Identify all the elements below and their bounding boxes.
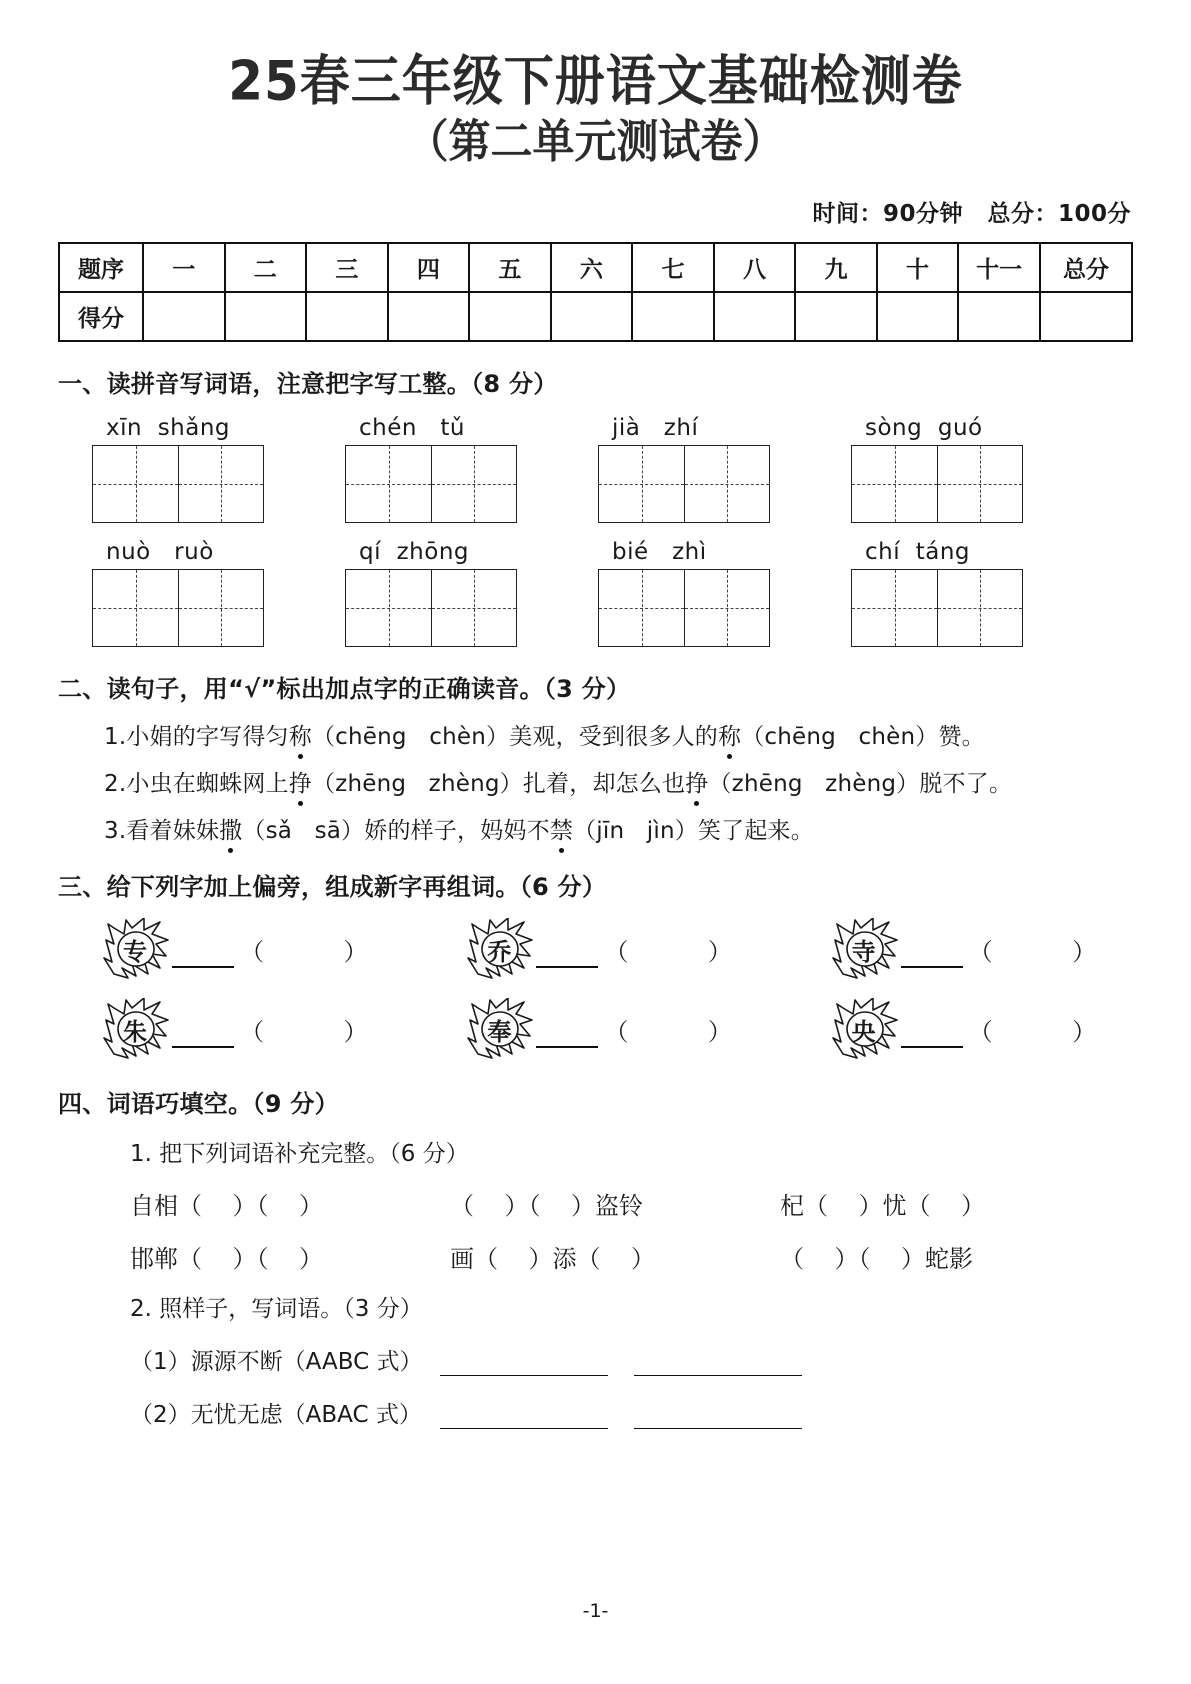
score-cell-8[interactable] — [714, 292, 796, 341]
pinyin-item-5 — [92, 539, 345, 647]
dotted-char[interactable]: 称 — [718, 723, 742, 750]
dotted-char[interactable]: 挣 — [685, 770, 709, 797]
col-header-11: 十一 — [958, 243, 1040, 292]
tianzige-cell[interactable] — [431, 570, 516, 646]
tianzige-grid[interactable] — [345, 445, 517, 523]
example-row-2 — [130, 1396, 1191, 1429]
tianzige-cell[interactable] — [599, 446, 684, 522]
idiom-item[interactable]: 画（ ）添（ ） — [450, 1244, 656, 1273]
sentence-part: （zhēng zhèng）扎着，却怎么也 — [311, 770, 686, 797]
idiom-row-2 — [130, 1239, 1191, 1274]
tianzige-cell[interactable] — [852, 446, 937, 522]
sentence-item-1 — [104, 718, 1191, 751]
section-4-sub-2: 2. 照样子，写词语。（3 分） — [130, 1295, 423, 1322]
radical-item-2 — [462, 918, 826, 982]
radical-item-4 — [98, 998, 462, 1062]
pinyin-item-6 — [345, 539, 598, 647]
row-header-score: 得分 — [59, 292, 143, 341]
pinyin-item-4 — [851, 415, 1104, 523]
tianzige-grid[interactable] — [345, 569, 517, 647]
new-char-blank[interactable] — [536, 946, 598, 968]
pinyin-item-3 — [598, 415, 851, 523]
sentence-part: 小娟的字写得匀 — [126, 723, 289, 750]
score-cell-1[interactable] — [143, 292, 225, 341]
sunburst-icon — [827, 918, 901, 982]
pinyin-text: chén tǔ — [359, 414, 465, 441]
pinyin-text: xīn shǎng — [106, 414, 231, 441]
sunburst-icon — [462, 998, 536, 1062]
sentence-part: 小虫在蜘蛛网上 — [126, 770, 289, 797]
section-3-heading: 三、给下列字加上偏旁，组成新字再组词。（6 分） — [58, 872, 607, 901]
sunburst-icon — [462, 918, 536, 982]
tianzige-cell[interactable] — [346, 570, 431, 646]
answer-blank[interactable] — [634, 1353, 802, 1376]
tianzige-cell[interactable] — [178, 446, 263, 522]
score-cell-6[interactable] — [551, 292, 633, 341]
tianzige-cell[interactable] — [937, 446, 1022, 522]
section-4-heading: 四、词语巧填空。（9 分） — [58, 1089, 339, 1118]
word-paren[interactable]: （ ） — [240, 938, 368, 966]
tianzige-cell[interactable] — [431, 446, 516, 522]
tianzige-grid[interactable] — [92, 569, 264, 647]
example-row-1 — [130, 1343, 1191, 1376]
pinyin-item-1 — [92, 415, 345, 523]
radical-row-2 — [0, 998, 1191, 1062]
radical-base-char: 乔 — [487, 938, 512, 966]
sentence-number: 2. — [104, 770, 127, 797]
table-row-question-numbers — [59, 243, 1132, 292]
radical-item-6 — [827, 998, 1191, 1062]
sentence-item-2 — [104, 765, 1191, 798]
tianzige-grid[interactable] — [92, 445, 264, 523]
score-cell-10[interactable] — [877, 292, 959, 341]
exam-meta — [0, 195, 1191, 228]
score-table — [58, 242, 1133, 342]
answer-blank[interactable] — [440, 1406, 608, 1429]
sentence-part: （chēng chèn）美观，受到很多人的 — [311, 723, 719, 750]
tianzige-cell[interactable] — [346, 446, 431, 522]
radical-row-1 — [0, 918, 1191, 982]
tianzige-cell[interactable] — [937, 570, 1022, 646]
tianzige-cell[interactable] — [178, 570, 263, 646]
answer-blank[interactable] — [440, 1353, 608, 1376]
sentence-part: （jīn jìn）笑了起来。 — [573, 817, 814, 844]
tianzige-grid[interactable] — [598, 445, 770, 523]
idiom-item[interactable]: （ ）（ ）蛇影 — [780, 1244, 974, 1273]
radical-base-char: 奉 — [487, 1018, 512, 1046]
radical-base-char: 朱 — [123, 1018, 147, 1046]
tianzige-cell[interactable] — [684, 570, 769, 646]
new-char-blank[interactable] — [901, 946, 963, 968]
radical-base-char: 专 — [123, 938, 147, 966]
pinyin-text: chí táng — [865, 538, 971, 565]
sentence-part: （zhēng zhèng）脱不了。 — [708, 770, 1013, 797]
page-number: -1- — [582, 1600, 609, 1622]
exam-time: 时间：90分钟 — [812, 200, 963, 227]
word-paren[interactable]: （ ） — [240, 1018, 368, 1046]
pinyin-text: bié zhì — [612, 538, 707, 565]
pinyin-item-2 — [345, 415, 598, 523]
tianzige-cell[interactable] — [684, 446, 769, 522]
tianzige-grid[interactable] — [598, 569, 770, 647]
table-row-scores — [59, 292, 1132, 341]
score-cell-5[interactable] — [469, 292, 551, 341]
sunburst-icon — [98, 918, 172, 982]
radical-item-5 — [462, 998, 826, 1062]
sentence-part: （sǎ sā）娇的样子，妈妈不 — [242, 817, 550, 844]
score-cell-7[interactable] — [632, 292, 714, 341]
tianzige-cell[interactable] — [93, 570, 178, 646]
tianzige-cell[interactable] — [599, 570, 684, 646]
pinyin-text: jià zhí — [612, 414, 699, 441]
page-title-block — [0, 0, 1191, 169]
new-char-blank[interactable] — [172, 1026, 234, 1048]
radical-base-char: 寺 — [851, 938, 876, 966]
pinyin-item-8 — [851, 539, 1104, 647]
score-cell-11[interactable] — [958, 292, 1040, 341]
sunburst-icon — [98, 998, 172, 1062]
score-cell-4[interactable] — [388, 292, 470, 341]
col-header-8: 八 — [714, 243, 796, 292]
tianzige-cell[interactable] — [852, 570, 937, 646]
col-header-4: 四 — [388, 243, 470, 292]
col-header-total: 总分 — [1040, 243, 1132, 292]
sentence-part: 看着妹妹 — [126, 817, 220, 844]
col-header-1: 一 — [143, 243, 225, 292]
new-char-blank[interactable] — [172, 946, 234, 968]
row-header-question: 题序 — [59, 243, 143, 292]
pinyin-text: sòng guó — [865, 414, 983, 441]
pinyin-row-2 — [0, 539, 1191, 647]
col-header-2: 二 — [225, 243, 307, 292]
new-char-blank[interactable] — [901, 1026, 963, 1048]
col-header-10: 十 — [877, 243, 959, 292]
idiom-row-1 — [130, 1186, 1191, 1221]
page-subtitle: （第二单元测试卷） — [406, 114, 785, 168]
exam-total-score: 总分：100分 — [987, 200, 1131, 227]
pinyin-row-1 — [0, 415, 1191, 523]
tianzige-grid[interactable] — [851, 445, 1023, 523]
pinyin-text: qí zhōng — [359, 538, 470, 565]
sunburst-icon — [827, 998, 901, 1062]
idiom-item[interactable]: 邯郸（ ）（ ） — [130, 1244, 324, 1273]
tianzige-grid[interactable] — [851, 569, 1023, 647]
col-header-6: 六 — [551, 243, 633, 292]
idiom-item[interactable]: 自相（ ）（ ） — [130, 1191, 324, 1220]
col-header-3: 三 — [306, 243, 388, 292]
sentence-number: 1. — [104, 723, 127, 750]
section-2-heading: 二、读句子，用“√”标出加点字的正确读音。（3 分） — [58, 674, 631, 703]
score-cell-3[interactable] — [306, 292, 388, 341]
pinyin-item-7 — [598, 539, 851, 647]
sentence-number: 3. — [104, 817, 127, 844]
idiom-item[interactable]: 杞（ ）忧（ ） — [780, 1191, 986, 1220]
score-cell-9[interactable] — [795, 292, 877, 341]
sentence-part: （chēng chèn）赞。 — [741, 723, 985, 750]
radical-item-1 — [98, 918, 462, 982]
idiom-item[interactable]: （ ）（ ）盗铃 — [450, 1191, 644, 1220]
example-label: （2）无忧无虑（ABAC 式） — [130, 1401, 422, 1428]
dotted-char[interactable]: 挣 — [288, 770, 312, 797]
page-title: 25春三年级下册语文基础检测卷 — [228, 49, 963, 113]
dotted-char[interactable]: 禁 — [549, 817, 574, 844]
score-cell-total[interactable] — [1040, 292, 1132, 341]
answer-blank[interactable] — [634, 1406, 802, 1429]
radical-item-3 — [827, 918, 1191, 982]
example-label: （1）源源不断（AABC 式） — [130, 1348, 423, 1375]
word-paren[interactable]: （ ） — [968, 1018, 1097, 1046]
section-1-heading: 一、读拼音写词语，注意把字写工整。（8 分） — [58, 369, 558, 398]
word-paren[interactable]: （ ） — [604, 1018, 733, 1046]
sentence-item-3 — [104, 812, 1191, 845]
col-header-7: 七 — [632, 243, 714, 292]
pinyin-text: nuò ruò — [106, 538, 214, 565]
score-table-wrapper — [58, 242, 1133, 342]
col-header-5: 五 — [469, 243, 551, 292]
new-char-blank[interactable] — [536, 1026, 598, 1048]
dotted-char[interactable]: 撒 — [219, 817, 243, 844]
section-4-sub-1: 1. 把下列词语补充完整。（6 分） — [130, 1140, 469, 1167]
col-header-9: 九 — [795, 243, 877, 292]
word-paren[interactable]: （ ） — [968, 938, 1097, 966]
score-cell-2[interactable] — [225, 292, 307, 341]
tianzige-cell[interactable] — [93, 446, 178, 522]
dotted-char[interactable]: 称 — [288, 723, 312, 750]
word-paren[interactable]: （ ） — [604, 938, 733, 966]
radical-base-char: 央 — [851, 1018, 876, 1046]
